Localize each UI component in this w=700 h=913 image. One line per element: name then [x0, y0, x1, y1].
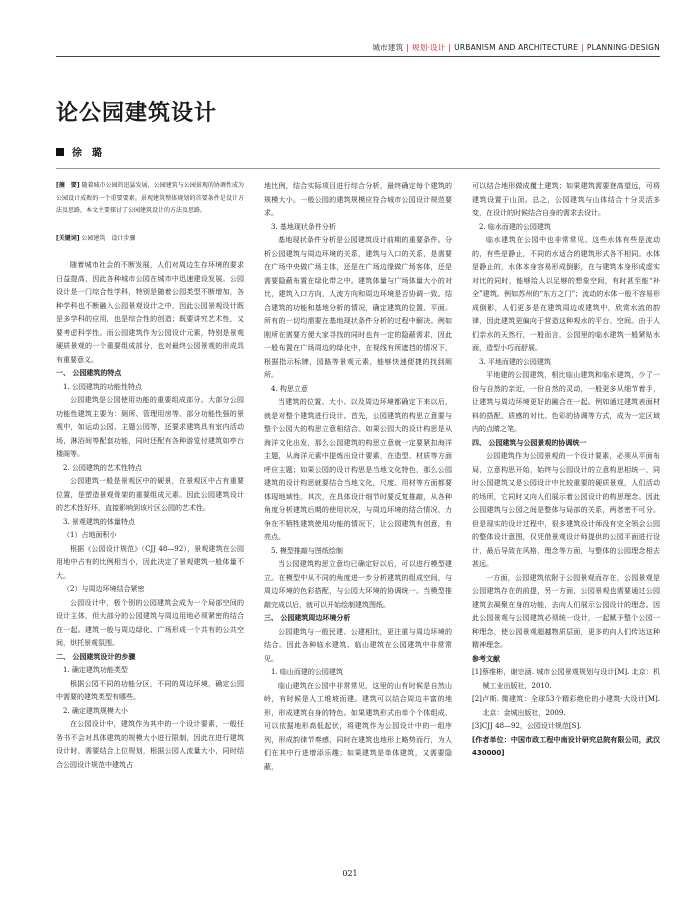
- column-1: [56, 180, 244, 772]
- subsection-heading: 2. 公园建筑的艺术性特点: [63, 463, 142, 472]
- subsection-heading: 1. 公园建筑的功能性特点: [63, 382, 142, 391]
- body-paragraph-continued: 可以结合地形做成覆土建筑；如果建筑需要登高望远，可将建筑设置于山顶。总之，公园建筑与山体结合十分灵活多变，在设计的时候结合自身的需求去设计。: [472, 182, 660, 217]
- body-paragraph: 平地建的公园建筑，相比临山建筑和临水建筑，少了一份与自然的亲近，一份自然的灵动，一般更多从细节着手，让建筑与周边环境更好的融合在一起。例如通过建筑表面材料的搭配、质感的对比、色彩的协调等方式，成为一定区域内的点睛之笔。: [472, 371, 660, 433]
- reference-text: 蔡维彬，谢宗涵. 城市公园景观规划与设计[M]. 北京：机械工业出版社，2010.: [481, 668, 660, 690]
- header-section-cn: 城市建筑: [372, 43, 404, 52]
- subsection-heading: 1. 确定建筑功能类型: [63, 666, 128, 674]
- subsection-heading: 1. 临山而建的公园建筑: [271, 668, 343, 676]
- body-paragraph: 当公园建筑构思立意均已确定好以后，可以进行模型建立。在模型中从不同的角度进一步分析建筑的组成空间，与周边环境的色彩搭配，与公园大环境的协调统一。当模型推敲完成以后，就可以开始绘制建筑图纸。: [264, 560, 452, 609]
- minor-heading: （1）占地面积小: [63, 531, 117, 539]
- keywords-text: 公园建筑 设计步骤: [81, 234, 136, 242]
- header-subsection-cn: 规划·设计: [412, 43, 446, 52]
- section-heading: 四、 公园建筑与公园景观的协调统一: [472, 438, 587, 447]
- reference-text: CJJ 48—92，公园设计规范[S].: [481, 722, 582, 730]
- body-paragraph: 公园建筑作为公园景观的一个设计要素，必须从平面布局，立意构思开始，始终与公园设计的立意构思相统一，同时公园建筑又是公园设计中比较重要的硬质景观，人们活动的场所，它同时又向人们展示着公园设计的构思理念。因此公园建筑与公园之间是整体与局部的关系，两者密不可分。但是现实的设计过程中，很多建筑设计师没有完全领会公园的整体设计意图，仅凭借景观设计师提供的公园平面进行设计，最后导致在风格，理念等方面，与整体的公园理念相去甚远。: [472, 452, 660, 568]
- section-heading: 一、 公园建筑的特点: [56, 369, 122, 377]
- reference-text: 卢斯. 微建筑：全球53个精彩绝伦的小建筑·大设计[M]. 北京：金城出版社，2009.: [481, 695, 660, 717]
- subsection-heading: 2. 临水而建的公园建筑: [479, 222, 551, 231]
- body-paragraph: 根据公园不同的功能分区，不同的周边环境，确定公园中需要的建筑类型有哪些。: [56, 679, 244, 701]
- body-paragraph: 公园建筑与一般民建、公建相比，更注重与周边环境的结合。因此各种临水建筑、临山建筑在公园建筑中非常常见。: [264, 627, 452, 663]
- body-paragraph: 随着城市社会的不断发展，人们对周边生存环境的要求日益提高，因此各种城市公园在城市中迅速建设发展。公园设计是一门综合性学科，特别是随着公园类型不断增加，各种学科也不断融入公园景观设计之中，因此公园景观设计既是多学科的应用，也是综合性的创造；既要讲究艺术性，又要考虑科学性。而公园建筑作为公园设计元素，特别是景观硬质景观的一个重要组成部分，也对最终公园景观的形成具有重要意义。: [56, 261, 244, 364]
- meta-rule: [56, 168, 660, 169]
- body-paragraph: 公园设计中，极个别的公园建筑会成为一个局部空间的设计主体，但大部分的公园建筑与周边用地必须紧密的结合在一起。建筑一般与周边绿化、广场形成一个共有的公共空间，烘托景观氛围。: [56, 598, 244, 647]
- reference-tag: [2]: [472, 695, 482, 703]
- header-rule: [56, 56, 660, 57]
- keywords-label: [关键词]: [56, 234, 80, 242]
- page-number: 021: [342, 869, 358, 878]
- subsection-heading: 3. 平地而建的公园建筑: [479, 357, 551, 366]
- header-separator: |: [406, 43, 410, 52]
- body-paragraph: 公园建筑一般是景观区中的硬景，在景观区中占有重要位置，是塑造景观骨架的重要组成元素。因此公园建筑设计的艺术性好坏，直接影响到该片区公园的艺术性。: [56, 477, 244, 512]
- header-separator: |: [448, 43, 452, 52]
- reference-item: [472, 693, 660, 720]
- abstract-label: [摘 要]: [56, 182, 80, 189]
- subsection-heading: 5. 模型推敲与图纸绘制: [271, 546, 343, 555]
- body-paragraph-continued: 地比例，结合实际项目进行综合分析，最终确定每个建筑的规模大小。一般公园的建筑规模应符合城市公园设计规范要求。: [264, 182, 452, 217]
- column-2-body: [264, 180, 452, 774]
- header-subsection-en: PLANNING·DESIGN: [586, 43, 660, 52]
- reference-tag: [3]: [472, 722, 482, 730]
- body-paragraph: 在公园设计中，建筑作为其中的一个设计要素，一般任务书不会对具体建筑的规模大小进行限制，因此在进行建筑设计时，需要结合上位规划，根据公园人流量大小，同时结合公园设计规范中建筑占: [56, 720, 244, 769]
- section-heading: 二、 公园建筑设计的步骤: [56, 652, 136, 661]
- article-title: 论公园建筑设计: [56, 101, 218, 126]
- body-paragraph: 临水建筑在公园中也非常常见。这些水体有些是流动的，有些是静止，不同的水适合的建筑形式各不相同。水体是静止的，水体本身容易形成倒影，在与建筑本身形成虚实对比的同时，能够给人以足够的想象空间，有时甚至能“补全”建筑。例如苏州的“东方之门”；流动的水体一般不容易形成倒影，人们更多是在建筑周边或建筑中，欣赏水流的韵律，因此建筑更偏向于营造这种观水的平台、空间。由于人们亲水的天然行，一般而言，公园里的临水建筑一般紧贴水面，造型小巧而舒展。: [472, 236, 660, 352]
- subsection-heading: 4. 构思立意: [271, 384, 308, 393]
- column-1-body: [56, 259, 244, 772]
- abstract-text: 随着城市公园的迅猛发展，公园建筑与公园景观的协调性成为公园设计成败的一个重要要素。景观建筑整体规划的首要条件是设计方法及思路，本文主要探讨了公园建筑设计的方法及思路。: [56, 182, 244, 214]
- references-title: 参考文献: [472, 654, 500, 663]
- reference-tag: [1]: [472, 668, 482, 676]
- body-paragraph: 公园建筑是公园使用功能的重要组成部分。大部分公园功能性建筑主要为：厕所、管理用房等。部分功能性强的景观中，如运动公园、主题公园等，还要求建筑具有室内活动场，淋浴间等配套功能，同时还配有各种游览付建筑如亭台楼阁等。: [56, 396, 244, 458]
- subsection-heading: 2. 确定建筑规模大小: [63, 706, 128, 715]
- bullet-square-icon: [56, 148, 64, 156]
- column-2: [264, 180, 452, 774]
- section-heading: 三、 公园建筑周边环境分析: [264, 614, 351, 622]
- body-paragraph: 基地现状条件分析是公园建筑设计前期的重要条件。分析公园建筑与周边环境的关系，建筑与入口的关系，是需要在广场中央做广场主体，还是在广场边缘做广场客体，还是需要隐蔽布置在绿化带之中。建筑体量与广场体量大小的对比，建筑入口方向，人流方向和周边环境是否协调一致。结合建筑的功能和基地分析的情况，确定建筑的位置、平面。所有的一切均需要在基地现状条件分析的过程中解决。例如刚所在需要方便大家寻找的同时也有一定的隐蔽需求，因此一般布置在广场周边的绿化中，在视线有所遮挡的情况下，根据指示标牌，园路等景观元素，能够快速便捷的找到厕所。: [264, 236, 452, 379]
- header-section-en: URBANISM AND ARCHITECTURE: [454, 43, 579, 52]
- body-paragraph: 根据《公园设计规范》（CJJ 48—92），景观建筑在公园用地中占有的比例相当小，因此决定了景观建筑一般体量不大。: [56, 544, 244, 580]
- subsection-heading: 3. 景观建筑的体量特点: [63, 517, 135, 526]
- body-paragraph: 一方面，公园建筑依附于公园景观而存在，公园景观是公园建筑存在的前提，另一方面，公园景观也需要通过公园建筑去凝聚在身的功能，去向人们展示公园设计的理念。因此公园景观与公园建筑必须统一设计，一起赋予整个公园一种理念，使公园景观超越物质层面，更多的向人们传达这种精神理念。: [472, 573, 660, 649]
- author-line: [56, 144, 102, 159]
- header-separator: |: [581, 43, 584, 52]
- author-name: 徐 璐: [72, 148, 102, 159]
- subsection-heading: 3. 基地现状条件分析: [271, 222, 336, 231]
- body-paragraph: 临山建筑在公园中非常常见，这里的山有时候是自然山岭，有时候是人工堆坡而建。建筑可以结合周边丰富的地形，形成建筑自身的特色。如果建筑形式由单个个体组成，可以依据地形高低起伏，将建筑作为公园设计中的一组序列，形成韵律节奏感，同时在建筑也地形上略势而行，为人们在其中行进增添乐趣；如果建筑是单体建筑，又需要隐蔽，: [264, 681, 452, 771]
- abstract: [56, 180, 244, 218]
- keywords: [56, 232, 244, 246]
- column-3: [472, 180, 660, 761]
- running-header: [56, 40, 660, 56]
- reference-item: [472, 666, 660, 693]
- column-3-body: [472, 180, 660, 761]
- body-paragraph: 当建筑的位置、大小、以及周边环境都确定下来以后，就是对整个建筑进行设计。首先，公园建筑的构思立意要与整个公园大的构思立意相结合。如果公园大的设计构思是从海洋文化出发，那么公园建筑的构思立意就一定要紧扣海洋主题，从海洋元素中提炼出设计要素，在造型、材质等方面呼应主题；如果公园的设计构思是当地文化特色，那么公园建筑的设计构思就要结合当地文化，尺度、用材等方面都要体现地域性。其次，在具体设计细节时要反复推敲，从各种角度分析建筑后期的使用状况，与周边环境的结合情况，力争在不牺牲建筑使用功能的情况下，让公园建筑有创意，有亮点。: [264, 398, 452, 541]
- reference-item: [472, 720, 660, 734]
- author-affiliation: [作者单位：中国市政工程中南设计研究总院有限公司，武汉 430000]: [472, 735, 660, 757]
- minor-heading: （2）与周边环境结合紧密: [63, 585, 145, 593]
